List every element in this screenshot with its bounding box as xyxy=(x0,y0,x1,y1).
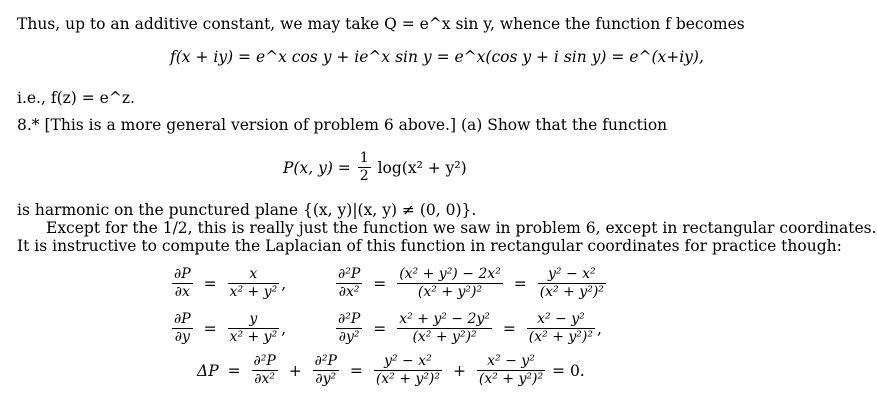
except-line-text: Except for the 1/2, this is really just the function we saw in problem 6, except in rectangular coordinates. xyxy=(46,219,877,237)
d2p-dx2-expanded xyxy=(397,266,503,301)
equals-sign: = xyxy=(227,361,241,380)
laplacian-term-y-num: ∂²P xyxy=(314,353,337,369)
harmonic-line xyxy=(17,200,476,220)
laplacian-term-y xyxy=(313,353,339,388)
dp-dy xyxy=(172,311,193,346)
equals-sign: = xyxy=(349,361,363,380)
line-ie xyxy=(17,88,135,108)
d2p-dy2-expanded xyxy=(397,311,492,346)
equals-sign: = xyxy=(203,274,217,293)
dp-dy-num: ∂P xyxy=(174,311,191,327)
laplacian-p: ΔP xyxy=(197,361,219,380)
d2p-dx2-expanded-num: (x² + y²) − 2x² xyxy=(399,266,501,282)
d2p-dx2-den: ∂x² xyxy=(338,284,360,300)
problem-8 xyxy=(17,115,667,135)
display-p-lhs: P(x, y) = xyxy=(283,158,351,177)
display-p-half-den: 2 xyxy=(359,168,369,184)
paragraph-intro-text: Thus, up to an additive constant, we may take Q = e^x sin y, whence the function f becomes xyxy=(17,15,745,33)
d2p-dy2-simplified-num: x² − y² xyxy=(527,311,595,329)
problem-8-text: 8.* [This is a more general version of problem 6 above.] (a) Show that the function xyxy=(17,116,668,134)
laplacian-sum-a-num: y² − x² xyxy=(374,353,442,371)
comma: , xyxy=(281,274,287,293)
equation-row-2 xyxy=(170,311,602,346)
laplacian-sum-b xyxy=(477,353,545,388)
laplacian-sum-a-den: (x² + y²)² xyxy=(375,371,441,387)
y-over-r2-num: y xyxy=(228,311,280,329)
d2p-dy2-simplified-den: (x² + y²)² xyxy=(528,329,593,345)
display-p-half-num: 1 xyxy=(359,150,369,166)
d2p-dy2 xyxy=(336,311,362,346)
harmonic-line-text: is harmonic on the punctured plane {(x, y)|(x, y) ≠ (0, 0)}. xyxy=(17,201,477,219)
instructive-line-text: It is instructive to compute the Laplacian of this function in rectangular coordinates for practice though: xyxy=(17,237,842,255)
laplacian-sum-b-den: (x² + y²)² xyxy=(478,371,544,387)
laplacian-term-y-den: ∂y² xyxy=(315,371,337,387)
d2p-dy2-den: ∂y² xyxy=(338,329,360,345)
d2p-dy2-simplified xyxy=(527,311,595,346)
display-p-rhs: log(x² + y²) xyxy=(377,158,467,177)
dp-dx-num: ∂P xyxy=(174,266,191,282)
y-over-r2 xyxy=(228,311,280,346)
equation-row-3 xyxy=(197,353,585,388)
d2p-dy2-expanded-den: (x² + y²)² xyxy=(412,329,477,345)
y-over-r2-den: x² + y² xyxy=(229,329,278,345)
d2p-dx2-expanded-den: (x² + y²)² xyxy=(417,284,483,300)
d2p-dx2-simplified-den: (x² + y²)² xyxy=(539,284,604,300)
laplacian-result: = 0. xyxy=(552,361,585,380)
dp-dy-den: ∂y xyxy=(174,329,190,345)
equals-sign: = xyxy=(373,274,387,293)
plus-sign: + xyxy=(288,361,302,380)
except-line xyxy=(46,218,877,238)
line-ie-text: i.e., f(z) = e^z. xyxy=(17,89,135,107)
x-over-r2-num: x xyxy=(228,266,280,284)
paragraph-intro xyxy=(17,14,745,34)
display-equation-p xyxy=(283,150,467,185)
x-over-r2-den: x² + y² xyxy=(229,284,278,300)
laplacian-term-x xyxy=(252,353,278,388)
laplacian-term-x-num: ∂²P xyxy=(253,353,276,369)
d2p-dx2-num: ∂²P xyxy=(338,266,361,282)
d2p-dy2-expanded-num: x² + y² − 2y² xyxy=(399,311,490,327)
d2p-dx2-simplified-num: y² − x² xyxy=(538,266,606,284)
laplacian-term-x-den: ∂x² xyxy=(254,371,276,387)
equation-row-1 xyxy=(170,266,608,301)
laplacian-sum-a xyxy=(374,353,442,388)
equals-sign: = xyxy=(203,319,217,338)
d2p-dx2 xyxy=(336,266,362,301)
d2p-dy2-num: ∂²P xyxy=(338,311,361,327)
comma: , xyxy=(597,319,602,338)
dp-dx xyxy=(172,266,193,301)
laplacian-sum-b-num: x² − y² xyxy=(477,353,545,371)
x-over-r2 xyxy=(228,266,280,301)
equals-sign: = xyxy=(373,319,387,338)
display-p-half xyxy=(358,150,371,185)
d2p-dx2-simplified xyxy=(538,266,606,301)
display-equation-f-text: f(x + iy) = e^x cos y + ie^x sin y = e^x(cos y + i sin y) = e^(x+iy), xyxy=(170,48,704,66)
comma: , xyxy=(281,319,287,338)
display-equation-f xyxy=(170,47,704,67)
instructive-line xyxy=(17,236,842,256)
equals-sign: = xyxy=(502,319,516,338)
plus-sign: + xyxy=(452,361,466,380)
equals-sign: = xyxy=(513,274,527,293)
dp-dx-den: ∂x xyxy=(174,284,190,300)
